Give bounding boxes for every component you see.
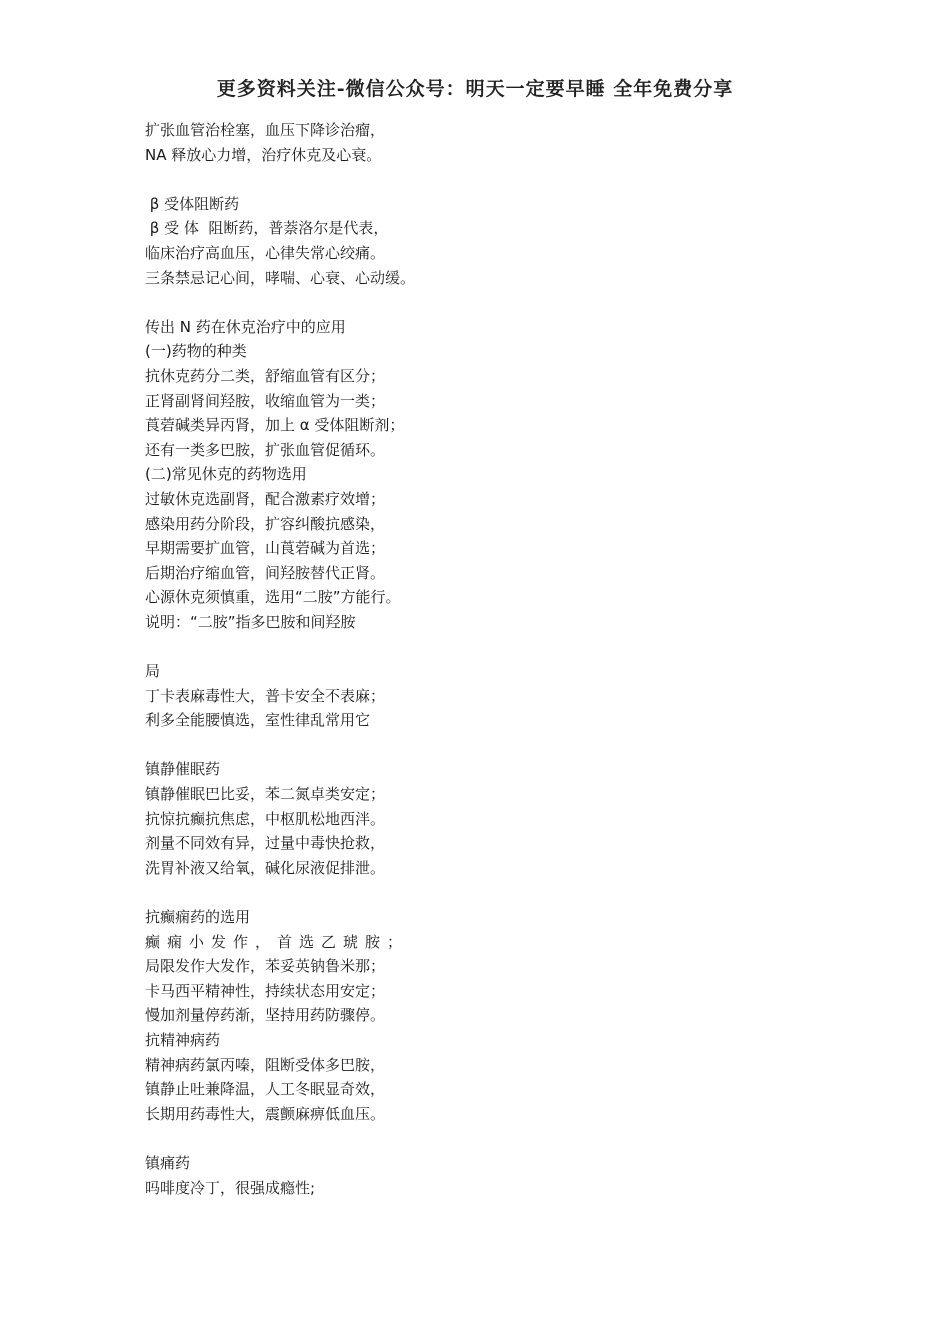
text-line: 卡马西平精神性，持续状态用安定；	[145, 981, 386, 1000]
section-title: 传出 N 药在休克治疗中的应用	[145, 317, 346, 336]
text-line: 抗休克药分二类，舒缩血管有区分；	[145, 366, 386, 385]
text-line: 精神病药氯丙嗪，阻断受体多巴胺，	[145, 1055, 386, 1074]
text-line: 过敏休克选副肾，配合激素疗效增；	[145, 489, 386, 508]
subsection-title: (二)常见休克的药物选用	[145, 465, 307, 484]
text-line: 镇静止吐兼降温，人工冬眠显奇效，	[145, 1080, 386, 1099]
text-line: NA 释放心力增，治疗休克及心衰。	[145, 145, 382, 164]
page-header: 更多资料关注-微信公众号：明天一定要早睡 全年免费分享	[216, 78, 734, 100]
text-line: 洗胃补液又给氧，碱化尿液促排泄。	[145, 858, 386, 877]
blank-line	[145, 290, 845, 315]
section-title: 抗癫痫药的选用	[145, 908, 251, 926]
text-line: 局限发作大发作，苯妥英钠鲁米那；	[145, 957, 386, 976]
text-line: 抗惊抗癫抗焦虑，中枢肌松地西泮。	[145, 809, 386, 828]
text-line: 还有一类多巴胺，扩张血管促循环。	[145, 440, 386, 459]
section-title: 抗精神病药	[145, 1030, 221, 1049]
text-line: 丁卡表麻毒性大，普卡安全不表麻；	[145, 686, 386, 705]
text-line: 临床治疗高血压，心律失常心绞痛。	[145, 243, 386, 262]
text-line: 吗啡度冷丁，很强成瘾性;	[145, 1178, 316, 1197]
text-line: 利多全能腰慎选，室性律乱常用它	[145, 711, 371, 730]
note-line: 说明：“二胺”指多巴胺和间羟胺	[145, 612, 356, 631]
section-title: 镇痛药	[145, 1153, 191, 1172]
text-line: 镇静催眠巴比妥，苯二氮卓类安定；	[145, 785, 386, 804]
text-line: 慢加剂量停药渐，坚持用药防骤停。	[145, 1006, 386, 1025]
text-line: 长期用药毒性大，震颤麻痹低血压。	[145, 1104, 386, 1123]
blank-line	[145, 733, 845, 758]
blank-line	[145, 634, 845, 659]
section-title: β 受体阻断药	[145, 194, 240, 213]
blank-line	[145, 1126, 845, 1151]
text-line: 感染用药分阶段，扩容纠酸抗感染，	[145, 514, 386, 533]
text-line: 癫痫小发作，首选乙琥胺；	[145, 932, 410, 951]
document-body	[145, 118, 845, 1200]
subsection-title: (一)药物的种类	[145, 342, 247, 361]
section-title: 镇静催眠药	[145, 760, 221, 779]
text-line: 早期需要扩血管，山莨菪碱为首选；	[145, 539, 386, 558]
text-line: 心源休克须慎重，选用“二胺”方能行。	[145, 588, 401, 607]
text-line: 剂量不同效有异，过量中毒快抢救，	[145, 834, 386, 853]
blank-line	[145, 167, 845, 192]
blank-line	[145, 880, 845, 905]
section-title: 局	[145, 662, 161, 681]
text-line: 莨菪碱类异丙肾，加上 α 受体阻断剂；	[145, 416, 405, 435]
text-line: 后期治疗缩血管，间羟胺替代正肾。	[145, 563, 386, 582]
text-line: 扩张血管治栓塞，血压下降诊治瘤，	[145, 121, 386, 139]
text-line: β 受 体 阻断药，普萘洛尔是代表，	[145, 219, 389, 238]
text-line: 正肾副肾间羟胺，收缩血管为一类；	[145, 391, 386, 410]
text-line: 三条禁忌记心间，哮喘、心衰、心动缓。	[145, 268, 416, 287]
